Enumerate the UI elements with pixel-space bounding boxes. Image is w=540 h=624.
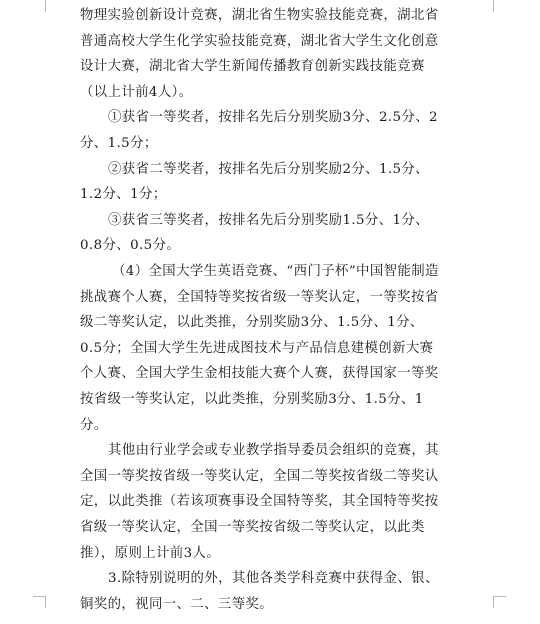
page-corner-marker bbox=[494, 596, 506, 597]
paragraph-line: 0.8分、0.5分。 bbox=[80, 238, 181, 253]
paragraph-line: 全国一等奖按省级一等奖认定，全国二等奖按省级二等奖认 bbox=[80, 469, 439, 484]
paragraph-line: 0.5分；全国大学生先进成图技术与产品信息建模创新大赛 bbox=[80, 341, 434, 356]
paragraph-line: ③获省三等奖者，按排名先后分别奖励1.5分、1分、 bbox=[108, 213, 430, 228]
paragraph-line: 铜奖的，视同一、二、三等奖。 bbox=[80, 597, 274, 612]
paragraph-line: 按省级一等奖认定，以此类推，分别奖励3分、1.5分、1 bbox=[80, 392, 424, 407]
paragraph-line: 分。 bbox=[80, 418, 108, 433]
paragraph-line: 分、1.5分； bbox=[80, 136, 158, 151]
paragraph-line: 省级一等奖认定，全国一等奖按省级二等奖认定，以此类 bbox=[80, 520, 425, 535]
paragraph-line: （以上计前4人）。 bbox=[80, 85, 193, 100]
paragraph-line: （4）全国大学生英语竞赛、“西门子杯”中国智能制造 bbox=[112, 264, 439, 279]
paragraph-line: 定，以此类推（若该项赛事设全国特等奖，其全国特等奖按 bbox=[80, 494, 439, 509]
paragraph-line: 普通高校大学生化学实验技能竞赛，湖北省大学生文化创意 bbox=[80, 34, 439, 49]
paragraph-line: 物理实验创新设计竞赛，湖北省生物实验技能竞赛，湖北省 bbox=[80, 8, 439, 23]
paragraph-line: 1.2分、1分； bbox=[80, 187, 167, 202]
paragraph-line: 设计大赛，湖北省大学生新闻传播教育创新实践技能竞赛 bbox=[80, 59, 425, 74]
page-margin-marker bbox=[45, 0, 46, 12]
page-corner-marker bbox=[33, 596, 45, 597]
page-corner-marker bbox=[493, 596, 494, 608]
paragraph-line: ①获省一等奖者，按排名先后分别奖励3分、2.5分、2 bbox=[108, 110, 438, 125]
page-margin-marker bbox=[493, 0, 494, 12]
paragraph-line: 其他由行业学会或专业教学指导委员会组织的竞赛，其 bbox=[108, 443, 439, 458]
paragraph-line: 个人赛、全国大学生金相技能大赛个人赛，获得国家一等奖 bbox=[80, 366, 439, 381]
paragraph-line: 级二等奖认定，以此类推，分别奖励3分、1.5分、1分、 bbox=[80, 315, 424, 330]
paragraph-line: 3.除特别说明的外，其他各类学科竞赛中获得金、银、 bbox=[108, 571, 439, 586]
page-corner-marker bbox=[45, 596, 46, 608]
paragraph-line: ②获省二等奖者，按排名先后分别奖励2分、1.5分、 bbox=[108, 162, 430, 177]
paragraph-line: 挑战赛个人赛，全国特等奖按省级一等奖认定，一等奖按省 bbox=[80, 290, 439, 305]
paragraph-line: 推），原则上计前3人。 bbox=[80, 546, 221, 561]
